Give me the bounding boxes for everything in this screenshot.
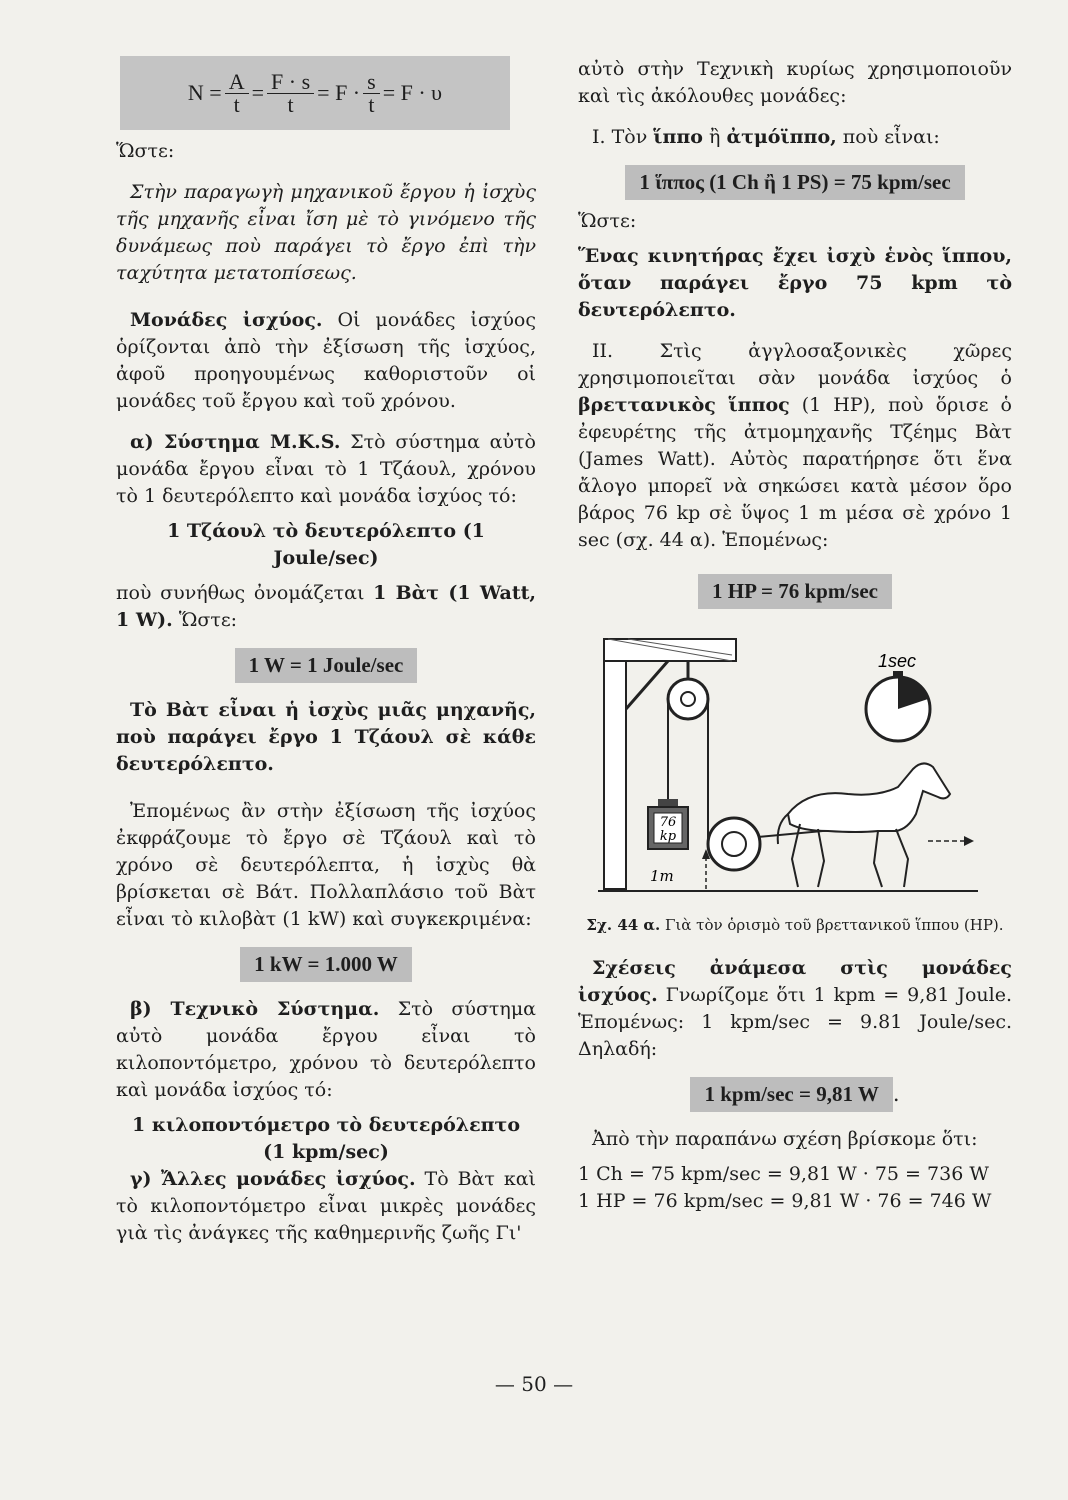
power-formula: N = $\frac{A}{t}$ = $\frac{F \cdot s}{t}$ = F · $\frac{s}{t}$ = F · υ xyxy=(120,56,510,130)
watt-definition: Τὸ Βὰτ εἶναι ἡ ἰσχὺς μιᾶς μηχανῆς, ποὺ παράγει ἔργο 1 Τζάουλ σὲ κάθε δευτερόλεπτο. xyxy=(116,699,536,775)
hp-equation: 1 HP = 76 kpm/sec = 9,81 W · 76 = 746 W xyxy=(578,1190,992,1212)
right-column: αὐτὸ στὴν Τεχνικὴ κυρίως χρησιμοποιοῦν καὶ τὶς ἀκόλουθες μονάδες: Ι. Τὸν ἵππο ἢ ἀτμόϊππο, ποὺ εἶναι: 1 ἵππος (1 Ch ἢ 1 PS) = 75 kpm/sec Ὥστε: Ἕνας κινητήρας ἔχει ἰσχὺ ἑνὸς ἵππου, ὅταν παράγει ἔργο 75 kpm τὸ δευτερόλεπτο. ΙΙ. Στὶς ἀγγλοσαξονικὲς χῶρες χρησιμοποιεῖται σὰν μονάδα ἰσχύος ὁ βρεττανικὸς ἵππος (1 HP), ποὺ ὅρισε ὁ ἐφευρέτης τῆς ἀτμομηχανῆς Τζέημς Βὰτ (James Watt). Αὐτὸς παρατήρησε ὅτι ἕνα ἄλογο μπορεῖ νὰ σηκώσει κατὰ μέσον ὅρο βάρος 76 kp σὲ ὕψος 1 m μέσα σὲ χρόνο 1 sec (σχ. 44 α). Ἑπομένως: 1 HP = 76 kpm/sec 76 kp 1m 1sec Σχ. 44 α. Γιὰ τὸν ὁρισμὸ τοῦ βρεττανικοῦ ἵππου (HP). Σχέσεις ἀνάμεσα στὶς μονάδες ἰσχύος. Γνωρίζομε ὅτι 1 kpm = 9,81 Joule. Ἑπομένως: 1 kpm/sec = 9.81 Joule/sec. Δηλαδή: 1 kpm/sec = 9,81 W . Ἀπὸ τὴν παραπάνω σχέση βρίσκομε ὅτι: 1 Ch = 75 kpm/sec = 9,81 W · 75 = 736 W 1 HP = 76 kpm/sec = 9,81 W · 76 = 746 W xyxy=(578,56,1012,1215)
kpm-watt-box: 1 kpm/sec = 9,81 W xyxy=(690,1077,892,1112)
figure-caption: Σχ. 44 α. Γιὰ τὸν ὁρισμὸ τοῦ βρεττανικοῦ ἵππου (HP). xyxy=(586,916,1004,934)
power-definition: Στὴν παραγωγὴ μηχανικοῦ ἔργου ἡ ἰσχὺς τῆς μηχανῆς εἶναι ἴση μὲ τὸ γινόμενο τῆς δυνάμεως ποὺ παράγει τὸ ἔργο ἐπὶ τὴν ταχύτητα μετατοπίσεως. xyxy=(116,181,536,284)
wste-label: Ὥστε: xyxy=(116,140,175,162)
horse-figure xyxy=(578,619,998,909)
kpm-line-2: (1 kpm/sec) xyxy=(263,1141,389,1163)
engine-definition: Ἕνας κινητήρας ἔχει ἰσχὺ ἑνὸς ἵππου, ὅταν παράγει ἔργο 75 kpm τὸ δευτερόλεπτο. xyxy=(578,245,1012,321)
formula-lhs: N = xyxy=(187,80,222,105)
british-hp-paragraph: ΙΙ. Στὶς ἀγγλοσαξονικὲς χῶρες χρησιμοποιεῖται σὰν μονάδα ἰσχύος ὁ βρεττανικὸς ἵππος (1 HP), ποὺ ὅρισε ὁ ἐφευρέτης τῆς ἀτμομηχανῆς Τζέημς Βὰτ (James Watt). Αὐτὸς παρατήρησε ὅτι ἕνα ἄλογο μπορεῖ νὰ σηκώσει κατὰ μέσον ὅρο βάρος 76 kp σὲ ὕψος 1 m μέσα σὲ χρόνο 1 sec (σχ. 44 α). Ἑπομένως: xyxy=(578,340,1012,551)
fraction-distance-time: $\frac{s}{t}$ xyxy=(363,71,380,116)
relations-paragraph: Σχέσεις ἀνάμεσα στὶς μονάδες ἰσχύος. Γνωρίζομε ὅτι 1 kpm = 9,81 Joule. Ἑπομένως: 1 kpm/sec = 9.81 Joule/sec. Δηλαδή: xyxy=(578,957,1012,1060)
frame-post xyxy=(604,661,626,889)
horsepower-intro: Ι. Τὸν ἵππο ἢ ἀτμόϊππο, ποὺ εἶναι: xyxy=(592,126,940,148)
page-number: — 50 — xyxy=(494,1372,574,1396)
kilowatt-paragraph: Ἐπομένως ἂν στὴν ἐξίσωση τῆς ἰσχύος ἐκφράζουμε τὸ ἔργο σὲ Τζάουλ καὶ τὸ χρόνο σὲ δευτερόλεπτα, ἡ ἰσχὺς θὰ βρίσκεται σὲ Βάτ. Πολλαπλάσιο τοῦ Βὰτ εἶναι τὸ κιλοβὰτ (1 kW) καὶ συγκεκριμένα: xyxy=(116,800,536,930)
ippos-box: 1 ἵππος (1 Ch ἢ 1 PS) = 75 kpm/sec xyxy=(625,165,964,200)
from-relation: Ἀπὸ τὴν παραπάνω σχέση βρίσκομε ὅτι: xyxy=(592,1128,978,1150)
left-column xyxy=(116,56,536,1247)
kilowatt-box: 1 kW = 1.000 W xyxy=(240,947,412,982)
intro-paragraph: αὐτὸ στὴν Τεχνικὴ κυρίως χρησιμοποιοῦν καὶ τὶς ἀκόλουθες μονάδες: xyxy=(578,58,1012,107)
horse-icon xyxy=(778,763,950,887)
wste-label-2: Ὥστε: xyxy=(578,210,637,232)
mks-paragraph: α) Σύστημα M.K.S. Στὸ σύστημα αὐτὸ μονάδα ἔργου εἶναι τὸ 1 Τζάουλ, χρόνου τὸ 1 δευτερόλεπτο καὶ μονάδα ἰσχύος τό: xyxy=(116,431,536,507)
fraction-work-time: $\frac{A}{t}$ xyxy=(225,71,249,116)
weight-label-number: 76 xyxy=(659,815,677,830)
clock-label: 1sec xyxy=(878,651,917,671)
technical-system-paragraph: β) Τεχνικὸ Σύστημα. Στὸ σύστημα αὐτὸ μονάδα ἔργου εἶναι τὸ κιλοποντόμετρο, χρόνου τὸ δευτερόλεπτο καὶ μονάδα ἰσχύος τό: xyxy=(116,998,536,1101)
ch-equation: 1 Ch = 75 kpm/sec = 9,81 W · 75 = 736 W xyxy=(578,1163,989,1185)
horse-pulley-illustration xyxy=(578,619,998,909)
direction-arrow-icon xyxy=(964,836,974,846)
kpm-line-1: 1 κιλοποντόμετρο τὸ δευτερόλεπτο xyxy=(131,1114,520,1136)
height-label: 1m xyxy=(650,867,674,885)
other-units-paragraph: γ) Ἄλλες μονάδες ἰσχύος. Τὸ Βὰτ καὶ τὸ κιλοποντόμετρο εἶναι μικρὲς μονάδες γιὰ τὶς ἀνάγκες τῆς καθημερινῆς ζωῆς Γι' xyxy=(116,1168,536,1244)
watt-box: 1 W = 1 Joule/sec xyxy=(235,648,418,683)
weight-label-unit: kp xyxy=(659,829,677,844)
hp-box: 1 HP = 76 kpm/sec xyxy=(698,574,892,609)
units-paragraph: Μονάδες ἰσχύος. Οἱ μονάδες ἰσχύος ὁρίζονται ἀπὸ τὴν ἐξίσωση τῆς ἰσχύος, ἀφοῦ προηγουμένως καθοριστοῦν οἱ μονάδες τοῦ ἔργου καὶ τοῦ χρόνου. xyxy=(116,309,536,412)
joule-per-second: 1 Τζάουλ τὸ δευτερόλεπτο (1 Joule/sec) xyxy=(167,520,485,569)
frame-brace xyxy=(626,661,668,709)
watt-paragraph: ποὺ συνήθως ὀνομάζεται 1 Βὰτ (1 Watt, 1 W). Ὥστε: xyxy=(116,582,536,631)
fraction-force-distance-time: $\frac{F \cdot s}{t}$ xyxy=(267,71,314,116)
